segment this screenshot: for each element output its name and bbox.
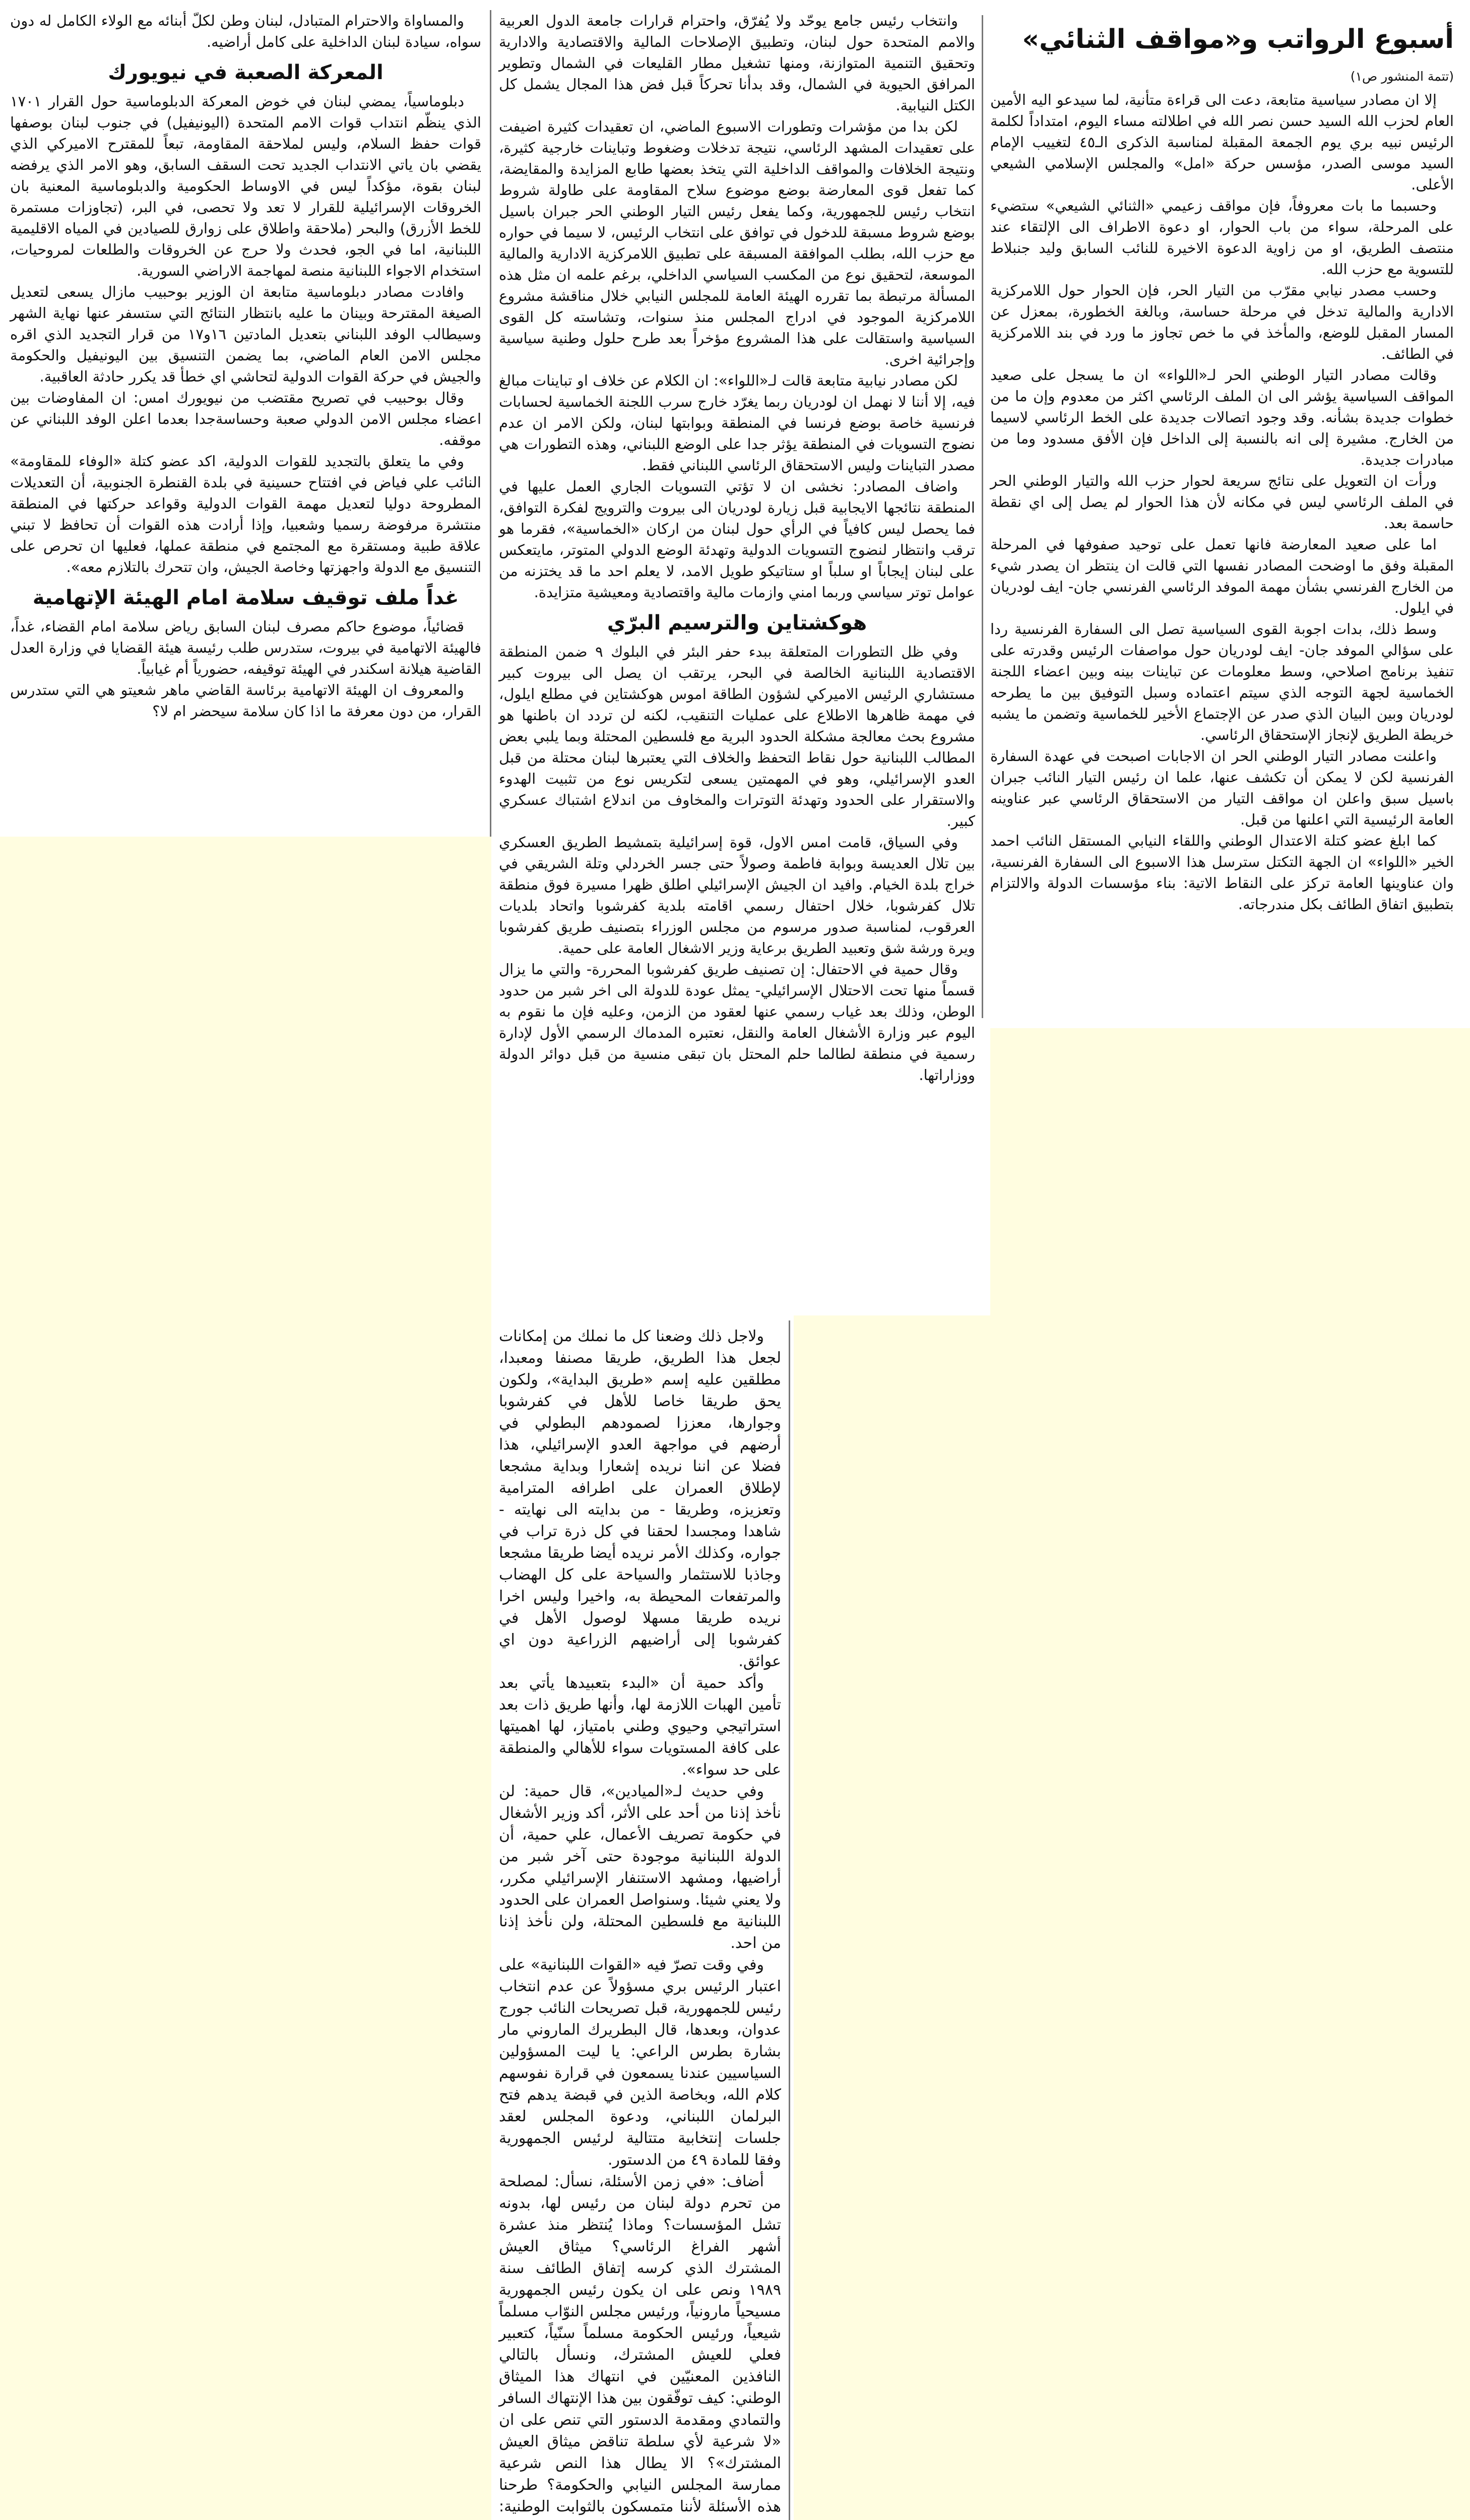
column-divider <box>789 1320 790 2520</box>
paragraph: وحسب مصدر نيابي مقرّب من التيار الحر، فإن الحوار حول اللامركزية الادارية والمالية تدخل في مرحلة حساسة، وبالغة الخطورة، بمعزل عن المسار المقبل للوضع، والمأخذ في ما خص تجاوز ما ورد في بند اللامركزية في الطائف. <box>990 282 1454 362</box>
paragraph: لكن مصادر نيابية متابعة قالت لـ«اللواء»: ان الكلام عن خلاف او تباينات مبالغ فيه، إلا أننا لا نهمل ان لودريان ربما يغرّد خارج سرب اللجنة الخماسية لحسابات فرنسية خاصة بوضع فرنسا في المنطقة وبوابتها لبنان، ولكن الامر ان عدم نضوج التسويات في المنطقة يؤثر جدا على الوضع اللبناني، وهذه التطورات هي مصدر التباينات وليس الاستحقاق الرئاسي اللبناني فقط. <box>499 372 975 474</box>
paragraph: وأكد حمية أن «البدء بتعبيدها يأتي بعد تأمين الهبات اللازمة لها، وأنها طريق ذات بعد استراتيجي وحيوي وطني بامتياز، لها اهميتها على كافة المستويات سواء للأهالي والمنطقة على حد سواء». <box>499 1674 781 1779</box>
paragraph: وقال حمية في الاحتفال: إن تصنيف طريق كفرشوبا المحررة- والتي ما يزال قسماً منها تحت الاحتلال الإسرائيلي- يمثل عودة للدولة الى اخر شبر من حدود الوطن، وذلك بعد غياب رسمي عنها لعقود من الزمن، وعليه فإن ما نقوم به اليوم عبر وزارة الأشغال العامة والنقل، نعتبره المدماك الرسمي الأول لإدارة رسمية في منطقة لطالما حلم المحتل بان تبقى منسية من قبل دوائر الدولة ووزاراتها. <box>499 961 975 1084</box>
empty-area <box>990 1028 1470 1331</box>
paragraph: اما على صعيد المعارضة فانها تعمل على توحيد صفوفها في المرحلة المقبلة وفق ما اوضحت المصادر نفسها التي قالت ان ينتظر ان يصدر شيء من الخارج الفرنسي بشأن مهمة الموفد الرئاسي الفرنسي جان- ايف لودريان في ايلول. <box>990 536 1454 616</box>
paragraph: لكن بدا من مؤشرات وتطورات الاسبوع الماضي، ان تعقيدات كثيرة اضيفت على تعقيدات المشهد الرئاسي، نتيجة تدخلات وضغوط وتباينات خارجية كثيرة، ونتيجة الخلافات والمواقف الداخلية التي يتخذ بعضها طابع المزايدة والمقايضة، كما تفعل قوى المعارضة بوضع موضوع سلاح المقاومة على طاولة شروط انتخاب رئيس للجمهورية، وكما يفعل رئيس التيار الوطني الحر جبران باسيل بوضع شروط مسبقة للدخول في توافق على انتخاب الرئيس، لا سيما في حواره مع حزب الله، بطلب الموافقة المسبقة على تطبيق اللامركزية الادارية والمالية الموسعة، لتحقيق نوع من المكسب السياسي الداخلي، برغم علمه ان مثل هذه المسألة مرتبطة بما تقرره الهيئة العامة للمجلس النيابي خلال مناقشة مشروع اللامركزية الموجود في ادراج المجلس منذ سنوات، وتشاسته كل القوى السياسية واستقالت على هذا المشروع مؤخراً بعد طرح حلول وطنية سياسية وإجرائية اخرى. <box>499 118 975 368</box>
paragraph: واعلنت مصادر التيار الوطني الحر ان الاجابات اصبحت في عهدة السفارة الفرنسية لكن لا يمكن أن تكشف عنها، علما ان رئيس التيار النائب جبران باسيل سبق واعلن ان مواقف التيار من الاستحقاق الرئاسي عبر عناوينه العامة الرئيسية التي اعلنها من قبل. <box>990 747 1454 828</box>
paragraph: وفي حديث لـ«الميادين»، قال حمية: لن نأخذ إذنا من أحد على الأثر، أكد وزير الأشغال في حكومة تصريف الأعمال، علي حمية، أن الدولة اللبنانية موجودة حتى آخر شبر من أراضيها، ومشهد الاستنفار الإسرائيلي مكرر، ولا يعني شيئا. وسنواصل العمران على الحدود اللبنانية مع فلسطين المحتلة، ولن نأخذ إذنا من احد. <box>499 1783 781 1952</box>
paragraph: قضائياً، موضوع حاكم مصرف لبنان السابق رياض سلامة امام القضاء، غداً، فالهيئة الاتهامية في بيروت، ستدرس طلب رئيسة هيئة القضايا في وزارة العدل القاضية هيلانة اسكندر في الهيئة توقيفه، حضورياً أم غيابياً. <box>10 618 481 677</box>
paragraph: وقالت مصادر التيار الوطني الحر لـ«اللواء» ان ما يسجل على صعيد المواقف السياسية يؤشر الى ان الملف الرئاسي اكثر من معدوم وإن ما من خطوات جديدة بشأنه. وقد وجود اتصالات جديدة على الخط الرئاسي لاسيما من الخارج. مشيرة إلى انه بالنسبة إلى الداخل فإن الأفق مسدود وما من مبادرات جديدة. <box>990 366 1454 468</box>
paragraph: وقال بوحبيب في تصريح مقتضب من نيويورك امس: ان المفاوضات بين اعضاء مجلس الامن الدولي صعبة وحساسةجدا بعدما اعلن الوفد اللبناني عن موقفه. <box>10 389 481 449</box>
paragraph: وفي ما يتعلق بالتجديد للقوات الدولية، اكد عضو كتلة «الوفاء للمقاومة» النائب علي فياض في افتتاح حسينية في بلدة القنطرة الجنوبية، أن التعديلات المطروحة دوليا لتعديل مهمة القوات الدولية وقواعد حركتها في المنطقة منتشرة مرفوضة رسميا وشعبيا، وإذا أرادت هذه القوات أن تحافظ لا تبني علاقة طبية ومستقرة مع المجتمع في منطقة عملها، فعليها ان تحرص على التنسيق مع الدولة واجهزتها وخاصة الجيش، وان تتحرك بالتلازم معه». <box>10 453 481 576</box>
article-column-2 <box>499 10 975 1315</box>
empty-area <box>0 837 491 2520</box>
paragraph: وفي وقت تصرّ فيه «القوات اللبنانية» على اعتبار الرئيس بري مسؤولاً عن عدم انتخاب رئيس للجمهورية، قبل تصريحات النائب جورج عدوان، وبعدها، قال البطريرك الماروني مار بشارة بطرس الراعي: يا ليت المسؤولين السياسيين عندنا يسمعون في قرارة نفوسهم كلام الله، وبخاصة الذين في قبضة يدهم فتح البرلمان اللبناني، ودعوة المجلس لعقد جلسات إنتخابية متتالية لرئيس الجمهورية وفقا للمادة ٤٩ من الدستور. <box>499 1956 781 2169</box>
article-column-4 <box>499 1326 781 2520</box>
paragraph: وحسبما ما بات معروفاً، فإن مواقف زعيمي «الثنائي الشيعي» ستضيء على المرحلة، سواء من باب الحوار، او دعوة الاطراف الى الإلتقاء عند منتصف الطريق، او من زاوية الدعوة الاخيرة للنائب السابق وليد جنبلاط للتسوية مع حزب الله. <box>990 197 1454 278</box>
paragraph: وافادت مصادر دبلوماسية متابعة ان الوزير بوحبيب مازال يسعى لتعديل الصيغة المقترحة وبينان ما عليه بانتظار النتائج التي ستسفر عنها نهاية الشهر وسيطالب الوفد اللبناني بتعديل المادتين ١٦و١٧ من قرار التجديد الذي اقره مجلس الامن العام الماضي، بما يضمن التنسيق بين اليونيفيل والحكومة والجيش في حركة القوات الدولية لتحاشي اي خطأ قد يكرر حادثة العاقبية. <box>10 283 481 385</box>
paragraph: وسط ذلك، بدات اجوبة القوى السياسية تصل الى السفارة الفرنسية ردا على سؤالي الموفد جان- ايف لودريان حول مواصفات الرئيس وقدرته على تنفيذ برنامج اصلاحي، وسط معلومات عن تباينات بينه وبين اعضاء اللجنة الخماسية لجهة التوجه الذي سيتم اعتماده وسبل التوفيق بين ما يطرحه لودريان وبين البيان الذي صدر عن الإجتماع الأخير للخماسية وتضمن ما يشبه خريطة الطريق لإنجاز الإستحقاق الرئاسي. <box>990 620 1454 743</box>
article-column-1 <box>990 23 1454 1031</box>
paragraph: واضاف المصادر: نخشى ان لا تؤتي التسويات الجاري العمل عليها في المنطقة نتائجها الايجابية قبل زيارة لودريان الى بيروت والترويج لفكرة التوافق، فما يحصل ليس كافياً في الرأي حول لبنان من اركان «الخماسية»، فقرما هو ترقب وانتظار لنضوج التسويات الدولية وتهدئة الوضع الدولي المتوتر، مايتعكس على لبنان إيجاباً او سلباً او ستاتيكو طويل الامد، لا يعلم احد ما قد يختزنه من عوامل توتر سياسي وربما امني وازمات مالية واقتصادية ومعيشية متزايدة. <box>499 478 975 601</box>
paragraph: والمعروف ان الهيئة الاتهامية برئاسة القاضي ماهر شعيتو هي التي ستدرس القرار، من دون معرفة ما اذا كان سلامة سيحضر ام لا؟ <box>10 681 481 720</box>
paragraph: دبلوماسياً، يمضي لبنان في خوض المعركة الدبلوماسية حول القرار ١٧٠١ الذي ينظّم انتداب قوات الامم المتحدة (اليونيفيل) في جنوب لبنان بوصفها قوات حفظ السلام، وليس لملاحقة المقاومة، تبعاً للمقترح الاميركي الذي يقضي بان ياتي الانتداب الجديد تحت السقف السابق، وهو الامر الذي يرفضه لبنان بقوة، مؤكداً ليس في الاوساط الحكومية والدبلوماسية المعنية بان الخروقات الإسرائيلية للقرار لا تعد ولا تحصى، في البر، (تجاوزات مستمرة للخط الأزرق) والبحر (ملاحقة واطلاق على زوارق للصيادين في المياه الاقليمية اللبنانية، اما في الجو، فحدث ولا حرج عن الخروقات والطلعات لمروحيات، استخدام الاجواء اللبنانية منصة لمهاجمة الاراضي السورية. <box>10 93 481 279</box>
column-divider <box>490 10 491 837</box>
paragraph: وفي ظل التطورات المتعلقة ببدء حفر البئر في البلوك ٩ ضمن المنطقة الاقتصادية اللبنانية الخالصة في البحر، يرتقب ان يصل الى بيروت كبير مستشاري الرئيس الاميركي لشؤون الطاقة اموس هوكشتاين في مطلع ايلول، في مهمة ظاهرها الاطلاع على عمليات التنقيب، لكنه لن تردد ان باطنها هو مشروع بحث معالجة مشكلة الحدود البرية مع فلسطين المحتلة وبما يلبي بعض المطالب اللبنانية حول نقاط التحفظ والخلاف التي يعتبرها لبنان محتلة من قبل العدو الإسرائيلي، وهو في المهمتين يسعى لتكريس نوع من تثبيت الهدوء والاستقرار على الحدود وتهدئة التوترات والمخاوف من اندلاع اشتباك عسكري كبير. <box>499 643 975 830</box>
paragraph: وانتخاب رئيس جامع يوحّد ولا يُفرّق، واحترام قرارات جامعة الدول العربية والامم المتحدة حول لبنان، وتطبيق الإصلاحات المالية والاقتصادية والادارية وتحقيق التنمية المتوازنة، ومنها تشغيل مطار القليعات في الشمال وتطوير المرافق الحيوية في الشمال، وقد بدأنا تحركاً قبل فض هذا المجال يشمل كل الكتل النيابية. <box>499 12 975 114</box>
paragraph: إلا ان مصادر سياسية متابعة، دعت الى قراءة متأنية، لما سيدعو اليه الأمين العام لحزب الله السيد حسن نصر الله في اطلالته مساء اليوم، امتداداً لكلمة الرئيس نبيه بري يوم الجمعة المقبلة لمناسبة الذكرى الـ٤٥ لتغييب الإمام السيد موسى الصدر، مؤسس حركة «امل» والمجلس الإسلامي الشيعي الأعلى. <box>990 91 1454 193</box>
paragraph: كما ابلغ عضو كتلة الاعتدال الوطني واللقاء النيابي المستقل النائب احمد الخير «اللواء» ان الجهة التكتل سترسل هذا الاسبوع الى السفارة الفرنسية، وان عناوينها العامة تركز على النقاط الاتية: بناء مؤسسات الدولة والالتزام بتطبيق اتفاق الطائف بكل مندرجاته. <box>990 832 1454 913</box>
paragraph: أضاف: «في زمن الأسئلة، نسأل: لمصلحة من تحرم دولة لبنان من رئيس لها، بدونه تشل المؤسسات؟ وماذا يُنتظر منذ عشرة أشهر الفراغ الرئاسي؟ ميثاق العيش المشترك الذي كرسه إتفاق الطائف سنة ١٩٨٩ ونص على ان يكون رئيس الجمهورية مسيحياً مارونياً، ورئيس مجلس النوّاب مسلماً شيعياً، ورئيس الحكومة مسلماً سنّياً، كتعبير فعلي للعيش المشترك، ونسأل بالتالي النافذين المعنيّين في انتهاك هذا الميثاق الوطني: كيف توفّقون بين هذا الإنتهاك السافر والتمادي ومقدمة الدستور التي تنص على ان «لا شرعية لأي سلطة تناقض ميثاق العيش المشترك»؟ الا يطال هذا النص شرعية ممارسة المجلس النيابي والحكومة؟ طرحنا هذه الأسئلة لأننا متمسكون بالثوابت الوطنية: <box>499 2173 781 2515</box>
paragraph: والمساواة والاحترام المتبادل، لبنان وطن لكلّ أبنائه مع الولاء الكامل له دون سواه، سيادة لبنان الداخلية على كامل أراضيه. <box>10 12 481 50</box>
section-heading: المعركة الصعبة في نيويورك <box>108 61 384 84</box>
article-title: أسبوع الرواتب و«مواقف الثنائي» <box>1022 24 1454 54</box>
paragraph: وفي السياق، قامت امس الاول، قوة إسرائيلية بتمشيط الطريق العسكري بين تلال العديسة وبوابة فاطمة وصولاً حتى جسر الخردلي وتلة الشريقي في خراج بلدة الخيام. وافيد ان الجيش الإسرائيلي اطلق ظهرا مسيرة فوق منطقة تلال كفرشوبا، خلال احتفال رسمي اقامته بلدية كفرشوبا واتحاد بلديات العرقوب، لمناسبة صدور مرسوم من مجلس الوزراء بتصنيف طريق كفرشوبا ويرة ورشة شق وتعبيد الطريق برعاية وزير الاشغال العامة على حمية. <box>499 834 975 957</box>
section-heading: هوكشتاين والترسيم البرّي <box>607 611 867 635</box>
section-heading: غداً ملف توقيف سلامة امام الهيئة الإتهامية <box>32 586 459 609</box>
empty-area <box>794 1315 1470 2520</box>
paragraph: ولاجل ذلك وضعنا كل ما نملك من إمكانات لجعل هذا الطريق، طريقا مصنفا ومعبدا، مطلقين عليه إسم «طريق البداية»، ولكون يحق طريقا خاصا للأهل في كفرشوبا وجوارها، معززا لصمودهم البطولي في أرضهم في مواجهة العدو الإسرائيلي، هذا فضلا عن اننا نريده إشعارا وبداية مشجعا لإطلاق العمران على اطرافه المترامية وتعزيزه، وطريقا - من بدايته الى نهايته - شاهدا ومجسدا لحقنا في كل ذرة تراب في جواره، وكذلك الأمر نريده أيضا طريقا مشجعا وجاذبا للاستثمار والسياحة على كل الهضاب والمرتفعات المحيطة به، واخيرا وليس اخرا نريده طريقا مسهلا لوصول الأهل في كفرشوبا إلى أراضيهم الزراعية دون اي عوائق. <box>499 1328 781 1670</box>
paragraph: ورأت ان التعويل على نتائج سريعة لحوار حزب الله والتيار الوطني الحر في الملف الرئاسي ليس في مكانه لأن هذا الحوار لم يصل إلى اي نقطة حاسمة بعد. <box>990 472 1454 532</box>
byline: (تتمة المنشور ص١) <box>1350 69 1454 84</box>
column-divider <box>982 15 983 1018</box>
article-column-3 <box>10 10 481 837</box>
